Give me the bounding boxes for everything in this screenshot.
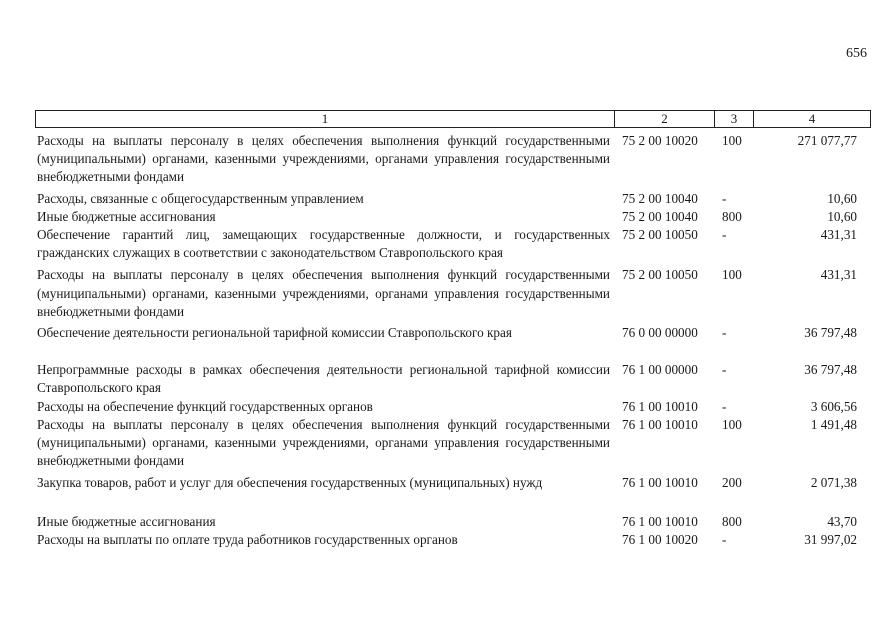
row-code: 75 2 00 10040 [622,190,698,206]
row-type: - [722,362,727,378]
table-header [35,110,871,128]
row-name: Обеспечение деятельности региональной тарифной комиссии Ставропольского края [37,325,512,341]
row-type: - [722,531,727,547]
row-name: Расходы на выплаты персоналу в целях обеспечения выполнения функций государственными (муниципальными) органами, казенными учреждениями, органами управления государственными внебюджетными фондами [37,133,610,185]
table-row [35,208,871,226]
header-col-4: 4 [808,111,816,126]
row-code: 76 1 00 10020 [622,531,698,547]
row-code: 76 1 00 10010 [622,475,698,491]
header-col-3: 3 [715,111,754,127]
table-row [35,416,871,471]
row-type: 100 [722,416,742,432]
row-code: 75 2 00 10050 [622,227,698,243]
row-sum: 10,60 [827,208,857,224]
table-row [35,474,871,492]
row-name: Расходы на выплаты по оплате труда работников государственных органов [37,531,458,547]
table-row [35,132,871,187]
row-sum: 1 491,48 [810,416,857,432]
row-name: Иные бюджетные ассигнования [37,513,216,529]
row-name: Расходы на выплаты персоналу в целях обеспечения выполнения функций государственными (муниципальными) органами, казенными учреждениями, органами управления государственными внебюджетными фондами [37,267,610,319]
row-sum: 3 606,56 [810,398,857,414]
row-code: 75 2 00 10040 [622,208,698,224]
table-row [35,226,871,262]
row-name: Непрограммные расходы в рамках обеспечения деятельности региональной тарифной комиссии Ставропольского края [37,362,610,396]
row-type: - [722,190,727,206]
row-name: Иные бюджетные ассигнования [37,208,216,224]
table-row [35,266,871,321]
row-sum: 271 077,77 [797,133,857,148]
header-col-2: 2 [615,111,715,127]
row-name: Расходы на обеспечение функций государственных органов [37,398,373,414]
row-type: 200 [722,475,742,491]
row-code: 75 2 00 10050 [622,267,698,283]
row-code: 76 0 00 00000 [622,325,698,341]
row-type: - [722,398,727,414]
row-name: Расходы на выплаты персоналу в целях обеспечения выполнения функций государственными (муниципальными) органами, казенными учреждениями, органами управления государственными внебюджетными фондами [37,416,610,469]
row-sum: 2 071,38 [810,475,857,491]
table-row [35,361,871,397]
row-sum: 36 797,48 [804,362,857,378]
table-row [35,324,871,342]
row-code: 76 1 00 10010 [622,513,698,529]
table-row [35,190,871,208]
row-type: - [722,227,727,243]
row-name: Расходы, связанные с общегосударственным управлением [37,190,364,206]
row-sum: 36 797,48 [804,325,857,341]
row-type: 800 [722,208,742,224]
row-sum: 31 997,02 [804,531,857,547]
row-name: Закупка товаров, работ и услуг для обеспечения государственных (муниципальных) нужд [37,475,543,491]
row-code: 76 1 00 10010 [622,416,698,432]
row-sum: 43,70 [827,513,857,529]
table-row [35,398,871,416]
row-sum: 431,31 [820,267,857,283]
page-number: 656 [846,46,867,61]
header-col-1: 1 [36,111,615,127]
row-type: 100 [722,133,742,148]
row-sum: 10,60 [827,190,857,206]
row-type: - [722,325,727,341]
table-row [35,531,871,549]
row-code: 75 2 00 10020 [622,133,698,148]
row-code: 76 1 00 10010 [622,398,698,414]
table-row [35,513,871,531]
row-code: 76 1 00 00000 [622,362,698,378]
row-type: 100 [722,267,742,283]
row-name: Обеспечение гарантий лиц, замещающих государственные должности, и государственных гражданских служащих в соответствии с законодательством Ставропольского края [37,227,610,261]
budget-table [35,110,871,549]
row-type: 800 [722,513,742,529]
row-sum: 431,31 [820,227,857,243]
